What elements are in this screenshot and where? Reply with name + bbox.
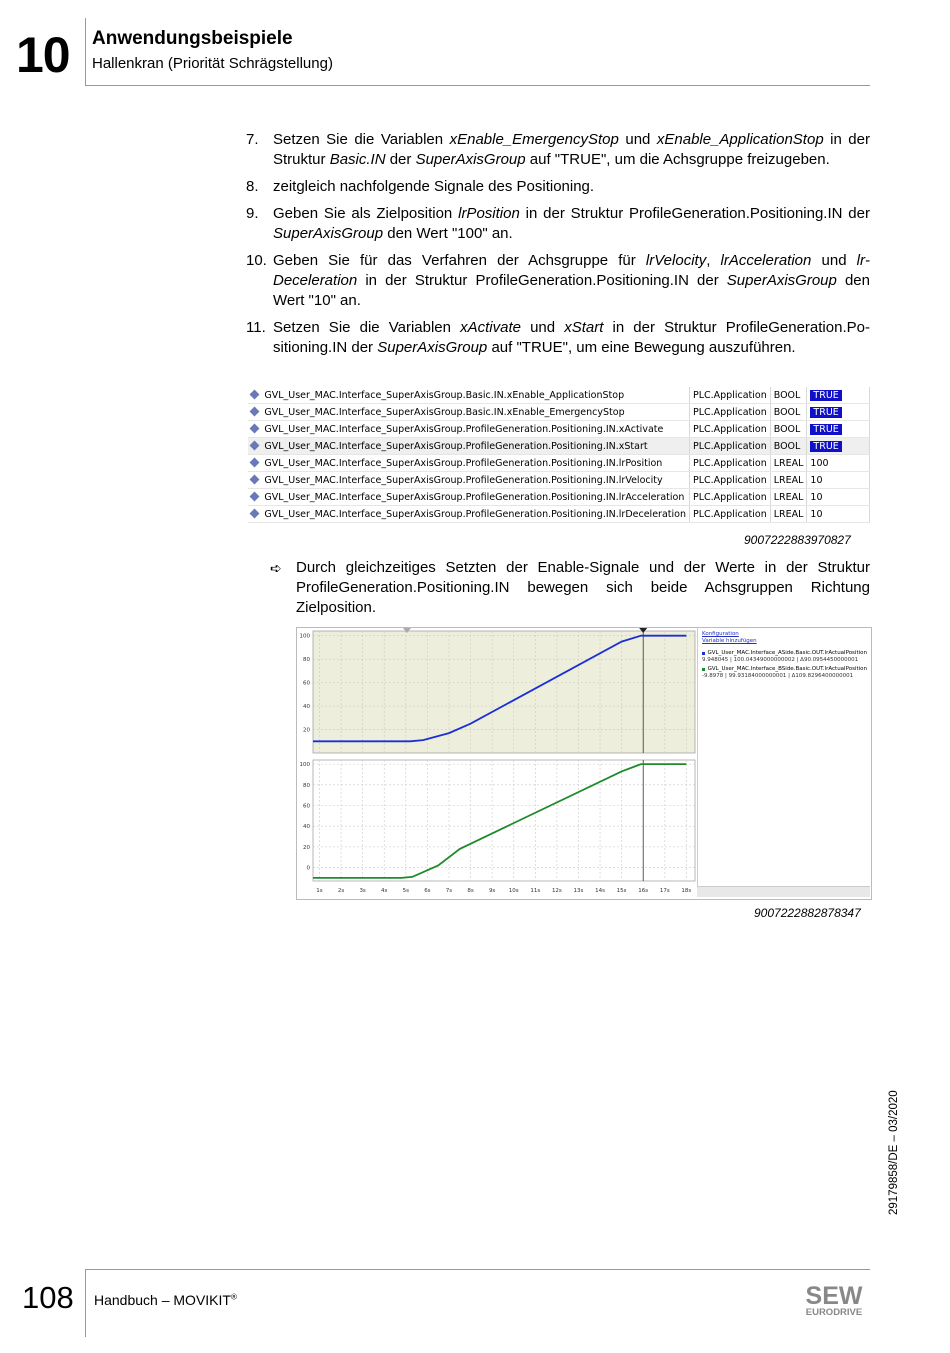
variable-icon xyxy=(248,472,261,489)
data-type-text: BOOL xyxy=(773,389,801,401)
variable-name-text: GVL_User_MAC.Interface_SuperAxisGroup.ProfileGeneration.Positioning.IN.xActivate xyxy=(264,423,664,435)
y-tick-label: 80 xyxy=(303,657,310,664)
application-name-text: PLC.Application xyxy=(692,389,767,401)
variable-diamond-icon xyxy=(250,389,260,399)
application-name xyxy=(689,421,770,438)
data-type-text: LREAL xyxy=(773,474,804,486)
table-figure-id: 9007222883970827 xyxy=(744,533,851,547)
application-name-text: PLC.Application xyxy=(692,457,767,469)
x-tick-label: 12s xyxy=(551,888,562,894)
y-tick-label: 100 xyxy=(299,633,310,640)
chapter-title: Anwendungsbeispiele xyxy=(92,28,293,49)
logo-top-text: SEW xyxy=(805,1282,863,1310)
table-row[interactable] xyxy=(248,421,870,438)
sew-eurodrive-logo xyxy=(798,1282,870,1318)
variable-value-text: TRUE xyxy=(810,407,841,418)
step-text-part: Setzen Sie die Variablen xyxy=(273,319,461,336)
variable-name xyxy=(261,489,689,506)
application-name xyxy=(689,404,770,421)
result-note xyxy=(270,558,870,618)
variable-value-text: TRUE xyxy=(810,424,841,435)
step-identifier: Basic.IN xyxy=(329,151,386,168)
step-item xyxy=(246,204,870,244)
step-identifier: SuperAxisGroup xyxy=(273,225,384,242)
step-identifier: lrAcceleration xyxy=(720,252,812,269)
step-identifier: SuperAxisGroup xyxy=(726,272,837,289)
step-text xyxy=(273,318,870,358)
application-name-text: PLC.Application xyxy=(692,491,767,503)
variable-icon xyxy=(248,438,261,455)
data-type xyxy=(770,455,807,472)
step-item xyxy=(246,251,870,311)
plot-area xyxy=(313,631,695,753)
legend-swatch-green xyxy=(702,668,705,671)
x-tick-label: 17s xyxy=(659,888,670,894)
variable-value xyxy=(807,472,870,489)
step-text-part: Geben Sie für das Verfahren der Achsgruppe für xyxy=(273,252,646,269)
variable-name-text: GVL_User_MAC.Interface_SuperAxisGroup.ProfileGeneration.Positioning.IN.lrPosition xyxy=(264,457,663,469)
add-variable-link[interactable]: Variable hinzufügen xyxy=(702,638,757,644)
variable-name xyxy=(261,438,689,455)
application-name-text: PLC.Application xyxy=(692,423,767,435)
variable-value xyxy=(807,387,870,404)
x-tick-label: 10s xyxy=(508,888,519,894)
x-tick-label: 13s xyxy=(573,888,584,894)
application-name xyxy=(689,506,770,523)
y-tick-label: 20 xyxy=(303,727,310,734)
step-text xyxy=(273,177,870,197)
variable-value-text: 10 xyxy=(810,491,823,503)
y-tick-label: 40 xyxy=(303,704,310,711)
application-name-text: PLC.Application xyxy=(692,508,767,520)
data-type-text: LREAL xyxy=(773,508,804,520)
step-text xyxy=(273,251,870,311)
step-item xyxy=(246,177,870,197)
variable-value xyxy=(807,489,870,506)
application-name-text: PLC.Application xyxy=(692,474,767,486)
variable-name xyxy=(261,455,689,472)
x-tick-label: 6s xyxy=(424,888,431,894)
variable-name-text: GVL_User_MAC.Interface_SuperAxisGroup.Basic.IN.xEnable_EmergencyStop xyxy=(264,406,625,418)
step-item xyxy=(246,130,870,170)
legend-entry-bside-label: GVL_User_MAC.Interface_BSide.Basic.OUT.lrActualPosition xyxy=(707,666,867,672)
variable-diamond-icon xyxy=(250,508,260,518)
registered-mark: ® xyxy=(230,1292,237,1302)
x-tick-label: 1s xyxy=(316,888,323,894)
variable-name-text: GVL_User_MAC.Interface_SuperAxisGroup.ProfileGeneration.Positioning.IN.lrDeceleration xyxy=(264,508,686,520)
x-tick-label: 5s xyxy=(402,888,409,894)
trace-chart xyxy=(297,628,698,899)
chapter-number: 10 xyxy=(16,27,70,83)
step-text-part: Geben Sie als Zielposition xyxy=(273,205,459,222)
data-type-text: LREAL xyxy=(773,491,804,503)
footer-divider-horizontal xyxy=(85,1269,870,1270)
chart-figure-id: 9007222882878347 xyxy=(754,906,861,920)
legend-entry-bside-values: -9.8978 | 99.93184000000001 | Δ109.8296400000001 xyxy=(702,673,854,679)
step-text-part: Setzen Sie die Variablen xyxy=(273,131,450,148)
step-identifier: xEnable_ApplicationStop xyxy=(656,131,824,148)
variable-icon xyxy=(248,455,261,472)
step-number: 11. xyxy=(246,319,266,336)
table-row[interactable] xyxy=(248,489,870,506)
variable-diamond-icon xyxy=(250,474,260,484)
data-type xyxy=(770,387,807,404)
x-tick-label: 15s xyxy=(616,888,627,894)
application-name xyxy=(689,387,770,404)
variable-value xyxy=(807,404,870,421)
variable-name xyxy=(261,472,689,489)
data-type-text: BOOL xyxy=(773,440,801,452)
step-text-part: in der Struktur ProfileGeneration.Positioning.IN der xyxy=(519,205,870,222)
variable-value-text: 10 xyxy=(810,508,823,520)
application-name-text: PLC.Application xyxy=(692,406,767,418)
result-arrow-icon: ➪ xyxy=(270,560,282,576)
table-row[interactable] xyxy=(248,455,870,472)
table-row[interactable] xyxy=(248,472,870,489)
data-type xyxy=(770,438,807,455)
x-tick-label: 2s xyxy=(337,888,345,894)
step-identifier: lrDeceleration xyxy=(273,252,870,289)
step-text-part: zeitgleich nachfolgende Signale des Positioning. xyxy=(273,178,595,195)
legend-entry-bside[interactable] xyxy=(702,666,867,672)
x-tick-label: 11s xyxy=(530,888,541,894)
application-name xyxy=(689,455,770,472)
instruction-steps xyxy=(246,130,870,365)
variable-diamond-icon xyxy=(250,457,260,467)
footer-divider-vertical xyxy=(85,1269,86,1337)
step-item xyxy=(246,318,870,358)
x-tick-label: 7s xyxy=(445,888,453,894)
trace-legend xyxy=(697,628,871,897)
data-type xyxy=(770,404,807,421)
chapter-subtitle: Hallenkran (Priorität Schrägstellung) xyxy=(92,55,333,72)
data-type-text: BOOL xyxy=(773,406,801,418)
logo-bottom-text: EURODRIVE xyxy=(805,1307,863,1318)
legend-entry-aside[interactable] xyxy=(702,650,867,656)
application-name xyxy=(689,489,770,506)
variable-value xyxy=(807,455,870,472)
header-divider-horizontal xyxy=(85,85,870,86)
step-identifier: xActivate xyxy=(460,319,521,336)
step-identifier: lrVelocity xyxy=(645,252,707,269)
step-text-part: und xyxy=(618,131,657,148)
step-text-part: den Wert "10" an. xyxy=(273,272,870,309)
step-number: 10. xyxy=(246,252,267,269)
step-text-part: der xyxy=(385,151,416,168)
step-text-part: in der Struktur xyxy=(273,131,870,168)
legend-entry-aside-values: 9.948045 | 100.04349000000002 | Δ90.0954450000001 xyxy=(702,657,859,663)
step-identifier: SuperAxisGroup xyxy=(377,339,488,356)
table-row[interactable] xyxy=(248,404,870,421)
legend-swatch-blue xyxy=(702,652,705,655)
variable-diamond-icon xyxy=(250,491,260,501)
variable-name xyxy=(261,387,689,404)
variable-value xyxy=(807,421,870,438)
y-tick-label: 60 xyxy=(303,680,310,687)
legend-entry-aside-label: GVL_User_MAC.Interface_ASide.Basic.OUT.lrActualPosition xyxy=(707,650,867,656)
step-text-part: den Wert "100" an. xyxy=(383,225,513,242)
document-code: 29179858/DE – 03/2020 xyxy=(888,1090,900,1215)
page-number: 108 xyxy=(22,1280,74,1315)
variable-icon xyxy=(248,387,261,404)
variable-icon xyxy=(248,506,261,523)
variable-value-text: TRUE xyxy=(810,441,841,452)
data-type-text: LREAL xyxy=(773,457,804,469)
variable-value-text: 10 xyxy=(810,474,823,486)
step-text xyxy=(273,130,870,170)
header-divider-vertical xyxy=(85,18,86,86)
footer-title-text: Handbuch – MOVIKIT xyxy=(94,1292,231,1308)
variable-name xyxy=(261,421,689,438)
application-name xyxy=(689,438,770,455)
step-identifier: SuperAxisGroup xyxy=(415,151,526,168)
variable-value xyxy=(807,506,870,523)
y-tick-label: 40 xyxy=(303,824,310,831)
variable-value xyxy=(807,438,870,455)
x-tick-label: 14s xyxy=(595,888,605,894)
variable-name-text: GVL_User_MAC.Interface_SuperAxisGroup.ProfileGeneration.Positioning.IN.lrAcceleration xyxy=(264,491,685,503)
step-identifier: lrPosition xyxy=(458,205,520,222)
step-number: 9. xyxy=(246,205,259,222)
data-type-text: BOOL xyxy=(773,423,801,435)
variable-value-text: TRUE xyxy=(810,390,841,401)
data-type xyxy=(770,489,807,506)
variable-name xyxy=(261,506,689,523)
variable-icon xyxy=(248,489,261,506)
step-text-part: in der Struktur ProfileGeneration.Positioning.IN der xyxy=(357,272,727,289)
step-text-part: und xyxy=(520,319,565,336)
step-text-part: auf "TRUE", um die Achsgruppe freizugeben. xyxy=(525,151,830,168)
step-text-part: , xyxy=(706,252,721,269)
x-tick-label: 3s xyxy=(359,888,366,894)
x-tick-label: 9s xyxy=(488,888,496,894)
x-tick-label: 16s xyxy=(638,888,649,894)
data-type xyxy=(770,421,807,438)
variable-diamond-icon xyxy=(250,423,260,433)
plot-area xyxy=(313,760,695,881)
step-number: 7. xyxy=(246,131,259,148)
data-type xyxy=(770,472,807,489)
variable-value-text: 100 xyxy=(810,457,829,469)
application-name-text: PLC.Application xyxy=(692,440,767,452)
y-tick-label: 100 xyxy=(299,762,310,769)
x-tick-label: 18s xyxy=(681,888,692,894)
table-row[interactable] xyxy=(248,506,870,523)
footer-title xyxy=(94,1292,237,1308)
step-text-part: in der Struktur ProfileGeneration.Positioning.IN der xyxy=(273,319,870,356)
variable-name xyxy=(261,404,689,421)
step-text-part: auf "TRUE", um eine Bewegung auszuführen. xyxy=(487,339,796,356)
table-row[interactable] xyxy=(248,438,870,455)
variable-name-text: GVL_User_MAC.Interface_SuperAxisGroup.ProfileGeneration.Positioning.IN.xStart xyxy=(264,440,648,452)
table-row[interactable] xyxy=(248,387,870,404)
y-tick-label: 0 xyxy=(306,865,310,872)
variable-diamond-icon xyxy=(250,406,260,416)
y-tick-label: 80 xyxy=(303,782,310,789)
variable-icon xyxy=(248,404,261,421)
data-type xyxy=(770,506,807,523)
result-text: Durch gleichzeitiges Setzten der Enable-Signale und der Werte in der Struktur ProfileGeneration.Positioning.IN bewegen sich beide Achsgruppen Richtung Zielposition. xyxy=(296,559,870,616)
variable-name-text: GVL_User_MAC.Interface_SuperAxisGroup.ProfileGeneration.Positioning.IN.lrVelocity xyxy=(264,474,663,486)
x-tick-label: 8s xyxy=(467,888,474,894)
configuration-link[interactable]: Konfiguration xyxy=(702,631,739,637)
legend-scrollbar[interactable] xyxy=(697,886,870,897)
step-identifier: xEnable_EmergencyStop xyxy=(449,131,619,148)
variable-name-text: GVL_User_MAC.Interface_SuperAxisGroup.Basic.IN.xEnable_ApplicationStop xyxy=(264,389,625,401)
step-identifier: xStart xyxy=(564,319,604,336)
step-text xyxy=(273,204,870,244)
variable-icon xyxy=(248,421,261,438)
application-name xyxy=(689,472,770,489)
variable-table xyxy=(248,387,870,523)
y-tick-label: 20 xyxy=(303,844,310,851)
step-text-part: und xyxy=(811,252,857,269)
step-number: 8. xyxy=(246,178,259,195)
variable-diamond-icon xyxy=(250,440,260,450)
y-tick-label: 60 xyxy=(303,803,310,810)
x-tick-label: 4s xyxy=(381,888,388,894)
